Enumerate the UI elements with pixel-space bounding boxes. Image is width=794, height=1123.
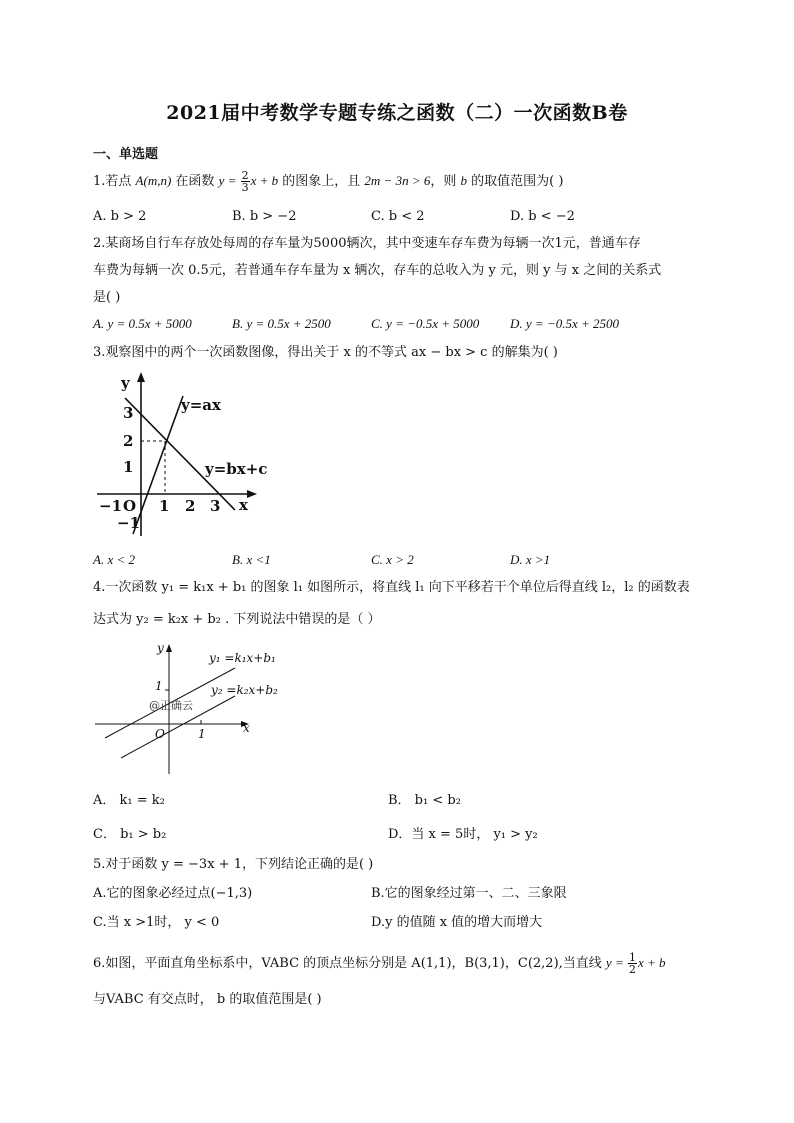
q1-option-d[interactable]: D. b < −2 <box>510 209 575 224</box>
q1-option-c[interactable]: C. b < 2 <box>371 209 425 224</box>
q4-label-x: x <box>243 721 250 735</box>
page-title: 2021届中考数学专题专练之函数（二）一次函数B卷 <box>166 102 628 124</box>
q1-var: b <box>460 173 467 188</box>
q5-text: 5.对于函数 y = −3x + 1，下列结论正确的是( ) <box>93 857 374 872</box>
q6-line-1 <box>93 952 666 975</box>
q3-option-c[interactable]: C. x > 2 <box>371 552 414 567</box>
q6-frac-num: 1 <box>628 951 636 964</box>
q1-point: A(m,n) <box>135 173 172 188</box>
q2-option-b[interactable]: B. y = 0.5x + 2500 <box>232 316 331 331</box>
q1-post: 的取值范围为( ) <box>467 174 564 189</box>
q1-mid1: 在函数 <box>171 174 219 189</box>
q2-line-2: 车费为每辆一次 0.5元，若普通车存车量为 x 辆次，存车的总收入为 y 元，则 y 与 x 之间的关系式 <box>93 263 662 278</box>
q2-option-c[interactable]: C. y = −0.5x + 5000 <box>371 316 480 331</box>
q3-text: 3.观察图中的两个一次函数图像，得出关于 x 的不等式 ax − bx > c 的解集为( ) <box>93 345 558 360</box>
q4-tick-y1: 1 <box>155 679 163 693</box>
q4-option-c[interactable]: C． b₁ > b₂ <box>93 827 167 842</box>
q2-option-a[interactable]: A. y = 0.5x + 5000 <box>93 316 192 331</box>
q4-option-d[interactable]: D．当 x = 5时， y₁ > y₂ <box>388 827 538 842</box>
q4-label-y: y <box>157 641 164 655</box>
q1-frac-num: 2 <box>241 169 249 182</box>
q1-cond: 2m − 3n > 6 <box>364 173 431 188</box>
q1-func-lhs: y = <box>218 173 240 188</box>
q4-line-1: 4.一次函数 y₁ = k₁x + b₁ 的图象 l₁ 如图所示，将直线 l₁ 向下平移若干个单位后得直线 l₂，l₂ 的函数表 <box>93 580 690 595</box>
q2-line-3: 是( ) <box>93 290 121 305</box>
q3-label-yax: y=ax <box>181 396 221 414</box>
q3-tick-y3: 3 <box>123 404 134 422</box>
q1-fraction <box>241 170 250 193</box>
q4-label-l2: y₂ =k₂x+b₂ <box>211 683 278 697</box>
q3-option-a[interactable]: A. x < 2 <box>93 552 135 567</box>
q3-label-ybxc: y=bx+c <box>205 460 268 478</box>
q3-tick-y1: 1 <box>123 458 134 476</box>
q6-fraction <box>628 952 637 975</box>
q4-option-a[interactable]: A． k₁ = k₂ <box>93 793 165 808</box>
q4-line-2: 达式为 y₂ = k₂x + b₂ . 下列说法中错误的是（ ） <box>93 612 381 627</box>
q3-label-y: y <box>121 374 130 392</box>
q6-func-lhs: y = <box>605 955 627 970</box>
q5-option-a[interactable]: A.它的图象必经过点(−1,3) <box>93 886 253 901</box>
q1-mid2: 的图象上，且 <box>278 174 365 189</box>
q1-frac-den: 3 <box>241 181 249 194</box>
q3-tick-x2: 2 <box>185 497 196 515</box>
q3-option-b[interactable]: B. x <1 <box>232 552 271 567</box>
q3-tick-y2: 2 <box>123 432 134 450</box>
q1-mid3: ，则 <box>430 174 461 189</box>
q1-option-b[interactable]: B. b > −2 <box>232 209 297 224</box>
q5-option-c[interactable]: C.当 x >1时， y < 0 <box>93 915 220 930</box>
question-1 <box>93 170 563 193</box>
q5-option-d[interactable]: D.y 的值随 x 值的增大而增大 <box>371 915 543 930</box>
q5-option-b[interactable]: B.它的图象经过第一、二、三象限 <box>371 886 567 901</box>
q6-func-rhs: x + b <box>637 955 666 970</box>
q3-tick-x1: 1 <box>159 497 170 515</box>
q4-option-b[interactable]: B． b₁ < b₂ <box>388 793 461 808</box>
q6-line1-pre: 6.如图，平面直角坐标系中，VABC 的顶点坐标分别是 A(1,1)，B(3,1)，C(2,2),当直线 <box>93 956 606 971</box>
q3-tick-ym1: −1 <box>117 514 141 532</box>
q3-label-x: x <box>239 496 248 514</box>
q4-tick-x1: 1 <box>198 727 206 741</box>
q2-option-d[interactable]: D. y = −0.5x + 2500 <box>510 316 619 331</box>
q4-watermark: @正确云 <box>149 699 193 712</box>
section-heading: 一、单选题 <box>93 147 159 162</box>
q2-line-1: 2.某商场自行车存放处每周的存车量为5000辆次，其中变速车存车费为每辆一次1元，普通车存 <box>93 236 641 251</box>
q4-y-arrow-icon <box>166 644 172 652</box>
q3-x-arrow-icon <box>247 490 257 498</box>
q1-func-rhs: x + b <box>250 173 279 188</box>
q3-option-d[interactable]: D. x >1 <box>510 552 551 567</box>
q1-option-a[interactable]: A. b > 2 <box>93 209 147 224</box>
q3-tick-x3: 3 <box>210 497 221 515</box>
q4-label-l1: y₁ =k₁x+b₁ <box>209 651 276 665</box>
q4-graph <box>93 640 278 780</box>
q3-tick-xm1: −1 <box>99 497 123 515</box>
q3-y-arrow-icon <box>137 372 145 382</box>
q6-line-2: 与VABC 有交点时， b 的取值范围是( ) <box>93 992 322 1007</box>
q6-frac-den: 2 <box>628 963 636 976</box>
q1-pre: 1.若点 <box>93 174 136 189</box>
q3-origin: O <box>123 497 137 515</box>
q3-graph <box>93 368 268 543</box>
q4-origin: O <box>155 727 165 741</box>
